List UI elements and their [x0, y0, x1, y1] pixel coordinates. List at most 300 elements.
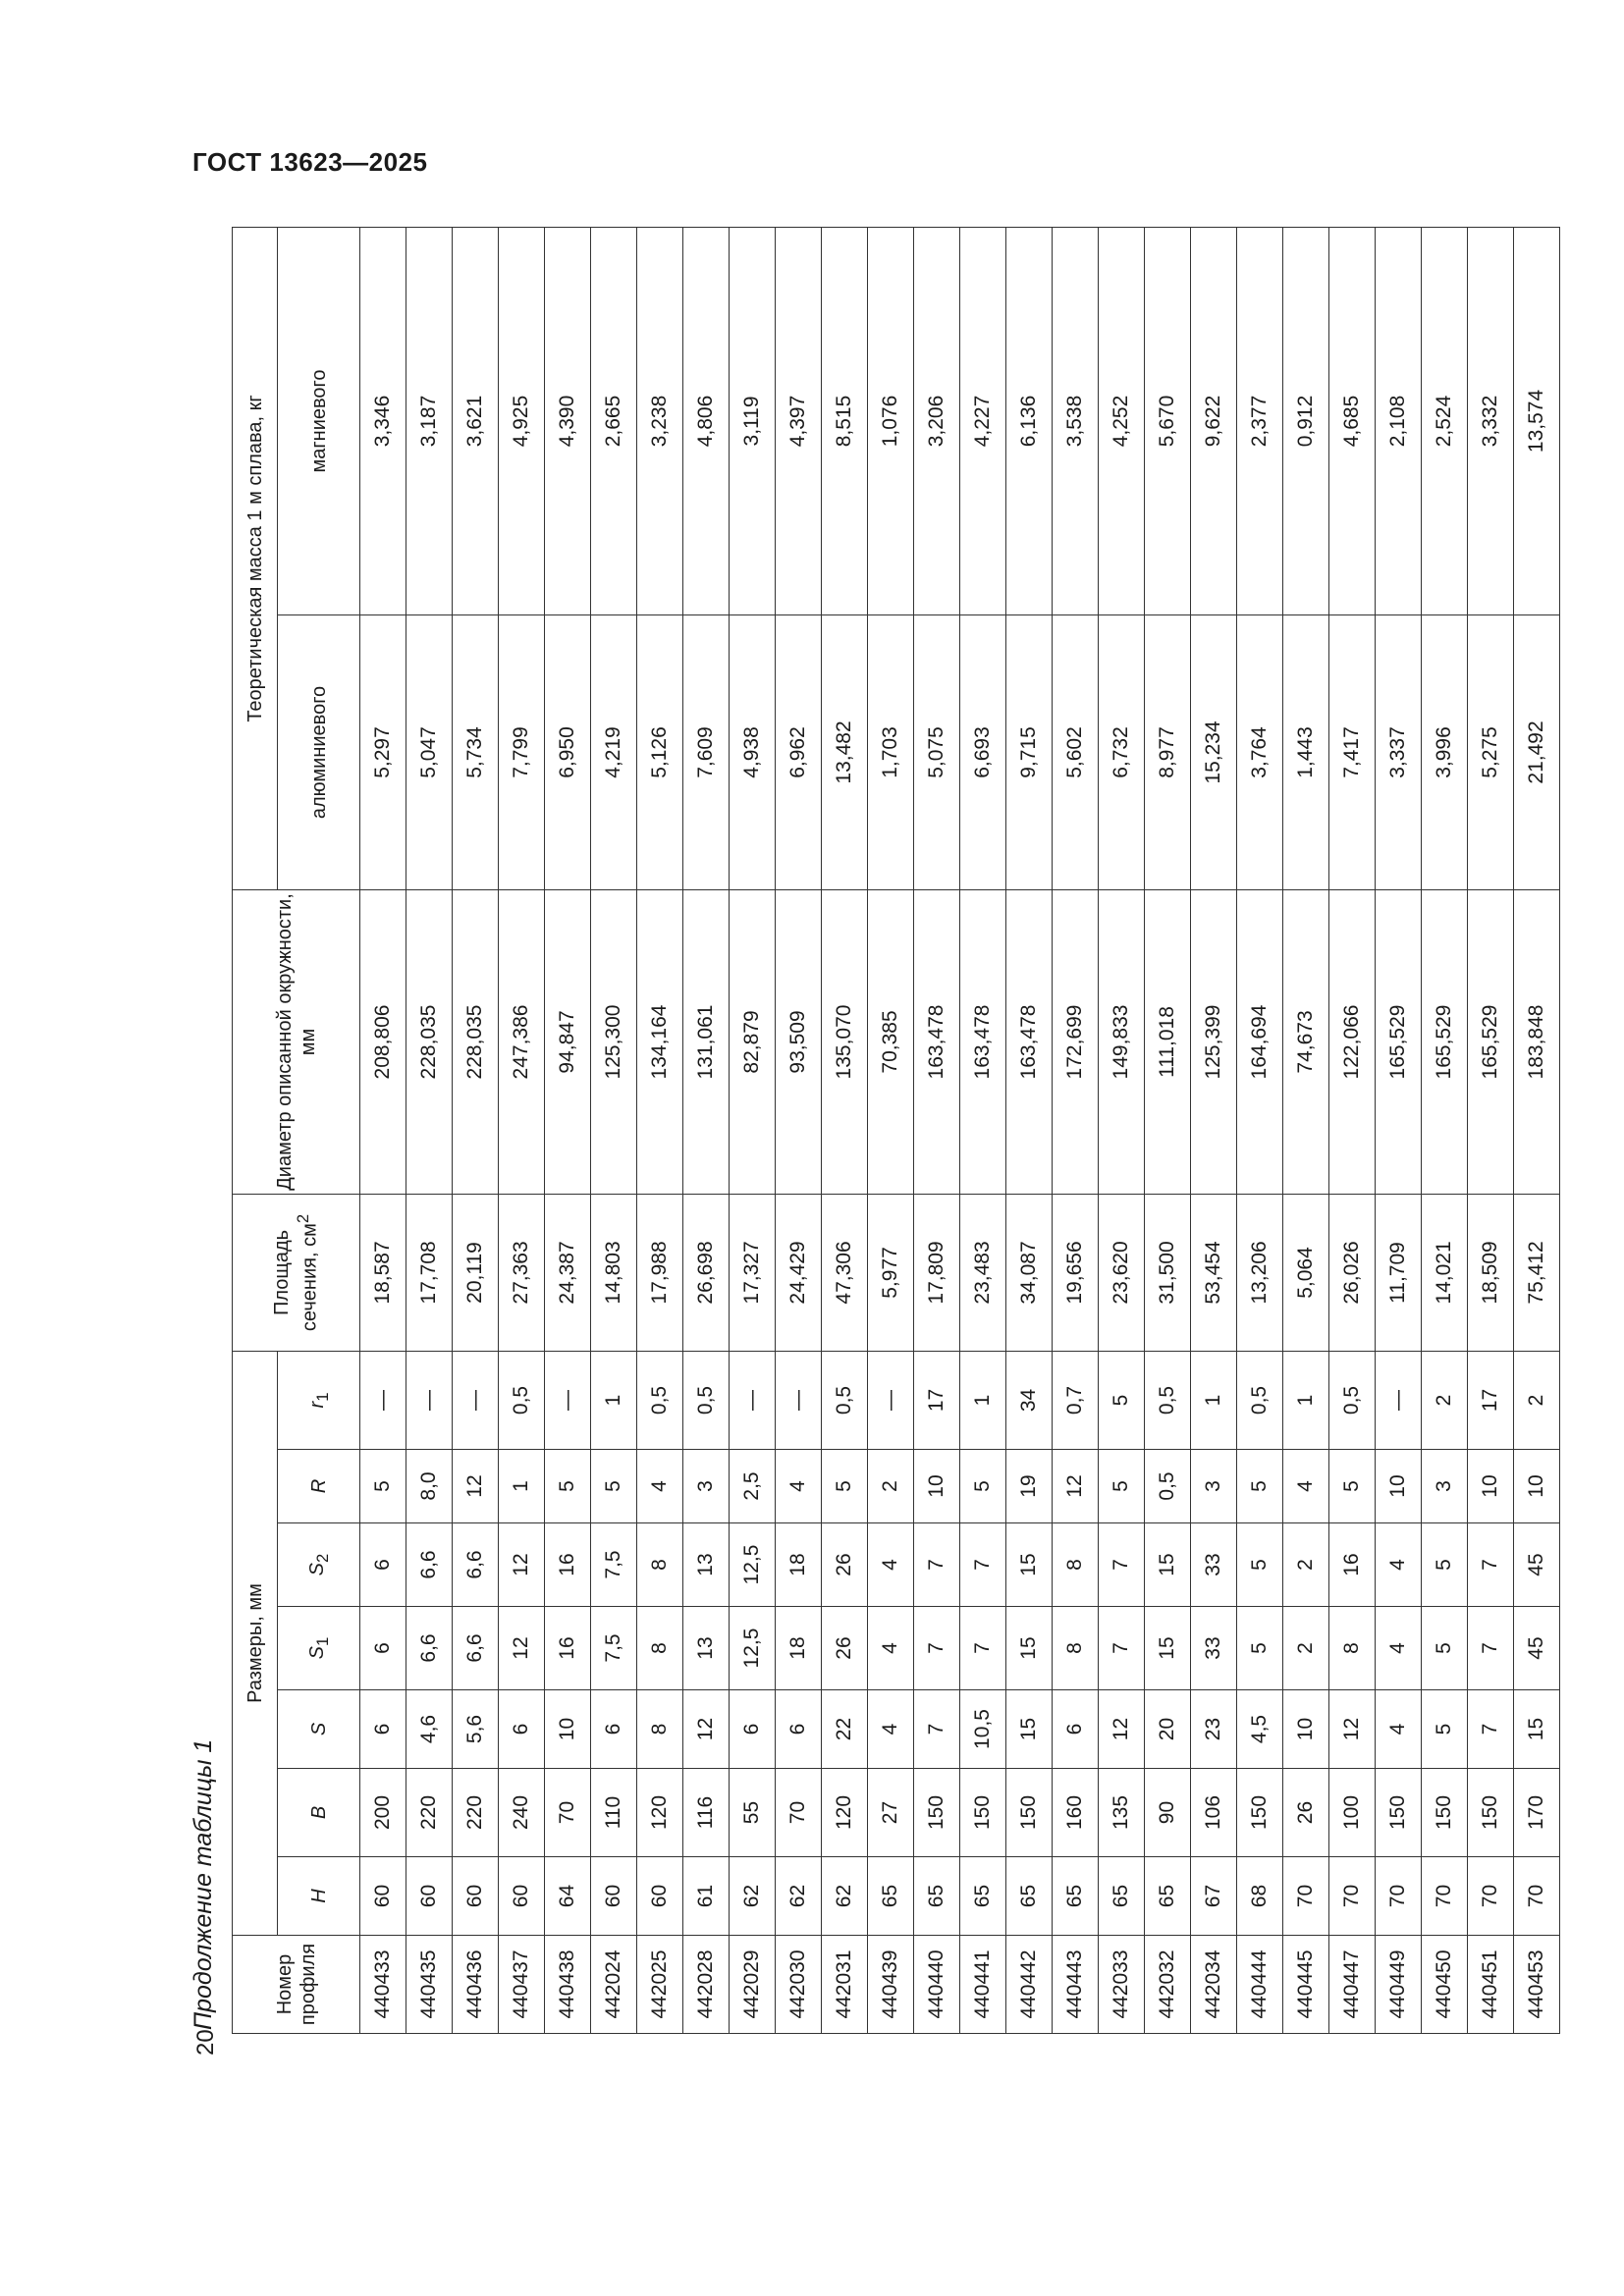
cell-diameter: 164,694 [1237, 889, 1283, 1194]
cell-magnesium-mass: 4,806 [683, 227, 730, 614]
cell-S: 10 [545, 1690, 591, 1769]
cell-B: 150 [1006, 1769, 1053, 1857]
cell-diameter: 94,847 [545, 889, 591, 1194]
cell-aluminum-mass: 5,047 [406, 614, 453, 889]
cell-area: 24,387 [545, 1194, 591, 1351]
cell-H: 60 [591, 1857, 637, 1936]
cell-S1: 4 [1376, 1607, 1422, 1690]
cell-r1: — [360, 1351, 406, 1449]
cell-B: 150 [1422, 1769, 1468, 1857]
cell-S2: 7 [1468, 1523, 1514, 1607]
cell-B: 150 [1237, 1769, 1283, 1857]
cell-H: 60 [360, 1857, 406, 1936]
cell-S2: 16 [545, 1523, 591, 1607]
cell-B: 150 [914, 1769, 960, 1857]
cell-area: 26,026 [1329, 1194, 1376, 1351]
cell-profile-number: 442034 [1191, 1936, 1237, 2034]
cell-diameter: 172,699 [1053, 889, 1099, 1194]
cell-S2: 4 [868, 1523, 914, 1607]
cell-S: 7 [914, 1690, 960, 1769]
cell-area: 31,500 [1145, 1194, 1191, 1351]
cell-S: 12 [683, 1690, 730, 1769]
cell-profile-number: 440439 [868, 1936, 914, 2034]
cell-R: 2,5 [730, 1450, 776, 1523]
cell-aluminum-mass: 5,602 [1053, 614, 1099, 889]
cell-area: 14,803 [591, 1194, 637, 1351]
cell-R: 4 [637, 1450, 683, 1523]
cell-S2: 6 [360, 1523, 406, 1607]
table-row [1422, 227, 1468, 2033]
cell-H: 68 [1237, 1857, 1283, 1936]
header-S: S [278, 1690, 360, 1769]
page-number: 20 [192, 2029, 219, 2056]
cell-S2: 13 [683, 1523, 730, 1607]
cell-H: 64 [545, 1857, 591, 1936]
cell-S: 5,6 [453, 1690, 499, 1769]
cell-magnesium-mass: 2,377 [1237, 227, 1283, 614]
cell-aluminum-mass: 4,219 [591, 614, 637, 889]
cell-S: 4,6 [406, 1690, 453, 1769]
cell-S2: 7 [914, 1523, 960, 1607]
cell-S1: 6 [360, 1607, 406, 1690]
cell-area: 20,119 [453, 1194, 499, 1351]
header-S2-base: S [305, 1562, 328, 1576]
cell-S1: 12 [499, 1607, 545, 1690]
cell-magnesium-mass: 9,622 [1191, 227, 1237, 614]
cell-magnesium-mass: 2,665 [591, 227, 637, 614]
cell-S: 6 [730, 1690, 776, 1769]
cell-S1: 13 [683, 1607, 730, 1690]
table-row [1283, 227, 1329, 2033]
cell-S1: 8 [1329, 1607, 1376, 1690]
cell-aluminum-mass: 6,732 [1099, 614, 1145, 889]
cell-S: 8 [637, 1690, 683, 1769]
cell-S1: 2 [1283, 1607, 1329, 1690]
cell-profile-number: 440436 [453, 1936, 499, 2034]
cell-S2: 7 [960, 1523, 1006, 1607]
cell-area: 53,454 [1191, 1194, 1237, 1351]
cell-magnesium-mass: 0,912 [1283, 227, 1329, 614]
cell-aluminum-mass: 13,482 [822, 614, 868, 889]
cell-magnesium-mass: 5,670 [1145, 227, 1191, 614]
cell-profile-number: 440453 [1514, 1936, 1560, 2034]
cell-H: 70 [1329, 1857, 1376, 1936]
cell-r1: — [776, 1351, 822, 1449]
cell-B: 110 [591, 1769, 637, 1857]
cell-aluminum-mass: 1,443 [1283, 614, 1329, 889]
cell-diameter: 228,035 [453, 889, 499, 1194]
cell-S1: 33 [1191, 1607, 1237, 1690]
cell-profile-number: 440447 [1329, 1936, 1376, 2034]
cell-R: 5 [822, 1450, 868, 1523]
table-row [914, 227, 960, 2033]
cell-R: 5 [960, 1450, 1006, 1523]
cell-r1: 0,5 [499, 1351, 545, 1449]
cell-B: 100 [1329, 1769, 1376, 1857]
header-S2 [278, 1523, 360, 1607]
cell-magnesium-mass: 6,136 [1006, 227, 1053, 614]
table-row [1376, 227, 1422, 2033]
cell-S2: 5 [1422, 1523, 1468, 1607]
cell-B: 27 [868, 1769, 914, 1857]
cell-area: 17,809 [914, 1194, 960, 1351]
cell-r1: 0,7 [1053, 1351, 1099, 1449]
cell-profile-number: 440443 [1053, 1936, 1099, 2034]
cell-B: 160 [1053, 1769, 1099, 1857]
table-row [1145, 227, 1191, 2033]
cell-profile-number: 442024 [591, 1936, 637, 2034]
header-profile-number: Номер профиля [233, 1936, 360, 2034]
cell-S1: 4 [868, 1607, 914, 1690]
cell-H: 65 [1145, 1857, 1191, 1936]
header-area [233, 1194, 360, 1351]
cell-area: 19,656 [1053, 1194, 1099, 1351]
cell-S1: 6,6 [453, 1607, 499, 1690]
cell-S: 15 [1514, 1690, 1560, 1769]
cell-aluminum-mass: 6,962 [776, 614, 822, 889]
document-title: ГОСТ 13623—2025 [192, 147, 428, 177]
cell-R: 3 [1191, 1450, 1237, 1523]
cell-S2: 12,5 [730, 1523, 776, 1607]
cell-B: 220 [406, 1769, 453, 1857]
table-row [545, 227, 591, 2033]
profiles-table [232, 227, 1560, 2034]
table-row [591, 227, 637, 2033]
cell-diameter: 163,478 [1006, 889, 1053, 1194]
cell-B: 150 [1376, 1769, 1422, 1857]
cell-S1: 7 [1099, 1607, 1145, 1690]
cell-S1: 5 [1422, 1607, 1468, 1690]
cell-B: 116 [683, 1769, 730, 1857]
cell-profile-number: 440440 [914, 1936, 960, 2034]
header-S1-base: S [305, 1645, 328, 1660]
cell-r1: 17 [1468, 1351, 1514, 1449]
cell-aluminum-mass: 4,938 [730, 614, 776, 889]
table-row [730, 227, 776, 2033]
cell-aluminum-mass: 5,126 [637, 614, 683, 889]
cell-magnesium-mass: 13,574 [1514, 227, 1560, 614]
cell-r1: 0,5 [1237, 1351, 1283, 1449]
cell-H: 70 [1283, 1857, 1329, 1936]
cell-r1: 5 [1099, 1351, 1145, 1449]
cell-H: 70 [1376, 1857, 1422, 1936]
cell-S2: 26 [822, 1523, 868, 1607]
header-r1-sub: 1 [312, 1392, 332, 1402]
cell-r1: — [453, 1351, 499, 1449]
header-r1-base: r [305, 1401, 328, 1409]
cell-r1: 0,5 [1145, 1351, 1191, 1449]
cell-H: 65 [960, 1857, 1006, 1936]
cell-profile-number: 440442 [1006, 1936, 1053, 2034]
header-r1 [278, 1351, 360, 1449]
table-row [1006, 227, 1053, 2033]
header-mass: Теоретическая масса 1 м сплава, кг [233, 227, 278, 889]
cell-H: 65 [1006, 1857, 1053, 1936]
cell-B: 170 [1514, 1769, 1560, 1857]
cell-area: 17,327 [730, 1194, 776, 1351]
cell-H: 62 [776, 1857, 822, 1936]
cell-H: 70 [1514, 1857, 1560, 1936]
cell-aluminum-mass: 5,297 [360, 614, 406, 889]
cell-profile-number: 442031 [822, 1936, 868, 2034]
rotated-table-wrapper [232, 228, 1547, 2034]
table-row [406, 227, 453, 2033]
cell-S: 6 [360, 1690, 406, 1769]
cell-aluminum-mass: 6,693 [960, 614, 1006, 889]
cell-H: 65 [868, 1857, 914, 1936]
cell-R: 12 [453, 1450, 499, 1523]
header-B: B [278, 1769, 360, 1857]
cell-R: 19 [1006, 1450, 1053, 1523]
cell-R: 5 [1329, 1450, 1376, 1523]
cell-r1: 1 [960, 1351, 1006, 1449]
cell-r1: 2 [1422, 1351, 1468, 1449]
cell-area: 18,587 [360, 1194, 406, 1351]
cell-R: 2 [868, 1450, 914, 1523]
cell-r1: 1 [1191, 1351, 1237, 1449]
cell-B: 120 [637, 1769, 683, 1857]
header-area-text: Площадь сечения, см [271, 1223, 321, 1332]
cell-r1: — [868, 1351, 914, 1449]
cell-aluminum-mass: 1,703 [868, 614, 914, 889]
cell-S1: 7 [914, 1607, 960, 1690]
cell-H: 62 [730, 1857, 776, 1936]
cell-profile-number: 442028 [683, 1936, 730, 2034]
cell-r1: 0,5 [822, 1351, 868, 1449]
cell-S1: 8 [637, 1607, 683, 1690]
cell-r1: 0,5 [1329, 1351, 1376, 1449]
cell-H: 70 [1422, 1857, 1468, 1936]
cell-S1: 12,5 [730, 1607, 776, 1690]
cell-S: 6 [776, 1690, 822, 1769]
table-row [822, 227, 868, 2033]
cell-profile-number: 442032 [1145, 1936, 1191, 2034]
cell-area: 18,509 [1468, 1194, 1514, 1351]
cell-S2: 2 [1283, 1523, 1329, 1607]
cell-S2: 7 [1099, 1523, 1145, 1607]
cell-S1: 45 [1514, 1607, 1560, 1690]
cell-H: 60 [499, 1857, 545, 1936]
cell-diameter: 183,848 [1514, 889, 1560, 1194]
cell-B: 150 [1468, 1769, 1514, 1857]
table-row [1099, 227, 1145, 2033]
cell-R: 0,5 [1145, 1450, 1191, 1523]
table-row [1237, 227, 1283, 2033]
cell-S2: 7,5 [591, 1523, 637, 1607]
cell-R: 5 [360, 1450, 406, 1523]
cell-profile-number: 440444 [1237, 1936, 1283, 2034]
cell-R: 5 [1099, 1450, 1145, 1523]
cell-r1: 0,5 [683, 1351, 730, 1449]
cell-H: 70 [1468, 1857, 1514, 1936]
cell-B: 90 [1145, 1769, 1191, 1857]
cell-S2: 16 [1329, 1523, 1376, 1607]
cell-diameter: 228,035 [406, 889, 453, 1194]
cell-profile-number: 440441 [960, 1936, 1006, 2034]
header-dimensions: Размеры, мм [233, 1351, 278, 1935]
cell-S1: 16 [545, 1607, 591, 1690]
cell-S2: 15 [1006, 1523, 1053, 1607]
cell-S2: 8 [637, 1523, 683, 1607]
cell-aluminum-mass: 5,275 [1468, 614, 1514, 889]
cell-S: 12 [1099, 1690, 1145, 1769]
header-H: H [278, 1857, 360, 1936]
header-S2-sub: 2 [312, 1553, 332, 1563]
cell-diameter: 93,509 [776, 889, 822, 1194]
cell-area: 23,483 [960, 1194, 1006, 1351]
cell-aluminum-mass: 5,734 [453, 614, 499, 889]
cell-S: 6 [1053, 1690, 1099, 1769]
cell-magnesium-mass: 4,227 [960, 227, 1006, 614]
cell-S: 7 [1468, 1690, 1514, 1769]
table-row [360, 227, 406, 2033]
cell-magnesium-mass: 1,076 [868, 227, 914, 614]
cell-r1: 2 [1514, 1351, 1560, 1449]
cell-profile-number: 440445 [1283, 1936, 1329, 2034]
table-body [360, 227, 1560, 2033]
cell-aluminum-mass: 3,996 [1422, 614, 1468, 889]
cell-S: 6 [591, 1690, 637, 1769]
cell-R: 12 [1053, 1450, 1099, 1523]
cell-H: 62 [822, 1857, 868, 1936]
cell-profile-number: 440433 [360, 1936, 406, 2034]
cell-magnesium-mass: 4,252 [1099, 227, 1145, 614]
cell-B: 220 [453, 1769, 499, 1857]
cell-S: 10,5 [960, 1690, 1006, 1769]
cell-area: 27,363 [499, 1194, 545, 1351]
header-area-sup: 2 [294, 1213, 313, 1224]
cell-S2: 6,6 [453, 1523, 499, 1607]
cell-B: 106 [1191, 1769, 1237, 1857]
table-row [776, 227, 822, 2033]
cell-S: 6 [499, 1690, 545, 1769]
cell-area: 47,306 [822, 1194, 868, 1351]
cell-magnesium-mass: 4,685 [1329, 227, 1376, 614]
cell-R: 10 [914, 1450, 960, 1523]
cell-magnesium-mass: 2,524 [1422, 227, 1468, 614]
cell-diameter: 122,066 [1329, 889, 1376, 1194]
cell-S: 4 [1376, 1690, 1422, 1769]
cell-area: 17,708 [406, 1194, 453, 1351]
cell-H: 60 [637, 1857, 683, 1936]
cell-R: 1 [499, 1450, 545, 1523]
cell-S2: 12 [499, 1523, 545, 1607]
cell-S: 23 [1191, 1690, 1237, 1769]
cell-S1: 5 [1237, 1607, 1283, 1690]
cell-aluminum-mass: 6,950 [545, 614, 591, 889]
cell-S1: 15 [1006, 1607, 1053, 1690]
cell-area: 34,087 [1006, 1194, 1053, 1351]
cell-diameter: 165,529 [1468, 889, 1514, 1194]
cell-B: 70 [545, 1769, 591, 1857]
cell-S2: 6,6 [406, 1523, 453, 1607]
cell-R: 8,0 [406, 1450, 453, 1523]
cell-R: 5 [1237, 1450, 1283, 1523]
cell-profile-number: 442030 [776, 1936, 822, 2034]
cell-magnesium-mass: 2,108 [1376, 227, 1422, 614]
cell-B: 26 [1283, 1769, 1329, 1857]
cell-diameter: 74,673 [1283, 889, 1329, 1194]
cell-profile-number: 440450 [1422, 1936, 1468, 2034]
table-caption: Продолжение таблицы 1 [189, 1738, 217, 2030]
cell-area: 17,988 [637, 1194, 683, 1351]
header-S1-sub: 1 [312, 1636, 332, 1646]
cell-diameter: 163,478 [914, 889, 960, 1194]
cell-S2: 5 [1237, 1523, 1283, 1607]
cell-S1: 6,6 [406, 1607, 453, 1690]
cell-profile-number: 442025 [637, 1936, 683, 2034]
cell-magnesium-mass: 4,925 [499, 227, 545, 614]
cell-S2: 33 [1191, 1523, 1237, 1607]
cell-R: 5 [545, 1450, 591, 1523]
cell-r1: 34 [1006, 1351, 1053, 1449]
cell-B: 55 [730, 1769, 776, 1857]
cell-r1: — [1376, 1351, 1422, 1449]
cell-r1: 0,5 [637, 1351, 683, 1449]
cell-B: 240 [499, 1769, 545, 1857]
cell-B: 70 [776, 1769, 822, 1857]
cell-magnesium-mass: 4,390 [545, 227, 591, 614]
cell-diameter: 247,386 [499, 889, 545, 1194]
table-row [683, 227, 730, 2033]
cell-aluminum-mass: 15,234 [1191, 614, 1237, 889]
cell-aluminum-mass: 8,977 [1145, 614, 1191, 889]
cell-S2: 4 [1376, 1523, 1422, 1607]
header-R: R [278, 1450, 360, 1523]
cell-R: 3 [683, 1450, 730, 1523]
cell-diameter: 165,529 [1376, 889, 1422, 1194]
header-magnesium: магниевого [278, 227, 360, 614]
cell-diameter: 70,385 [868, 889, 914, 1194]
cell-diameter: 134,164 [637, 889, 683, 1194]
cell-B: 120 [822, 1769, 868, 1857]
cell-S2: 8 [1053, 1523, 1099, 1607]
cell-R: 4 [776, 1450, 822, 1523]
table-row [960, 227, 1006, 2033]
cell-S1: 18 [776, 1607, 822, 1690]
cell-magnesium-mass: 3,119 [730, 227, 776, 614]
cell-H: 65 [1053, 1857, 1099, 1936]
table-container [232, 228, 1547, 2034]
cell-aluminum-mass: 3,337 [1376, 614, 1422, 889]
cell-S: 10 [1283, 1690, 1329, 1769]
cell-aluminum-mass: 7,417 [1329, 614, 1376, 889]
cell-S: 20 [1145, 1690, 1191, 1769]
cell-profile-number: 440449 [1376, 1936, 1422, 2034]
cell-r1: — [545, 1351, 591, 1449]
table-row [1514, 227, 1560, 2033]
cell-S1: 7 [1468, 1607, 1514, 1690]
cell-diameter: 125,300 [591, 889, 637, 1194]
cell-area: 13,206 [1237, 1194, 1283, 1351]
cell-magnesium-mass: 3,238 [637, 227, 683, 614]
cell-aluminum-mass: 9,715 [1006, 614, 1053, 889]
cell-profile-number: 440437 [499, 1936, 545, 2034]
cell-area: 75,412 [1514, 1194, 1560, 1351]
cell-magnesium-mass: 3,346 [360, 227, 406, 614]
cell-magnesium-mass: 3,332 [1468, 227, 1514, 614]
cell-B: 200 [360, 1769, 406, 1857]
cell-diameter: 149,833 [1099, 889, 1145, 1194]
cell-area: 14,021 [1422, 1194, 1468, 1351]
cell-S1: 8 [1053, 1607, 1099, 1690]
cell-B: 150 [960, 1769, 1006, 1857]
cell-diameter: 165,529 [1422, 889, 1468, 1194]
cell-S: 4 [868, 1690, 914, 1769]
cell-H: 60 [406, 1857, 453, 1936]
cell-area: 5,064 [1283, 1194, 1329, 1351]
header-diameter: Диаметр описанной окружности, мм [233, 889, 360, 1194]
